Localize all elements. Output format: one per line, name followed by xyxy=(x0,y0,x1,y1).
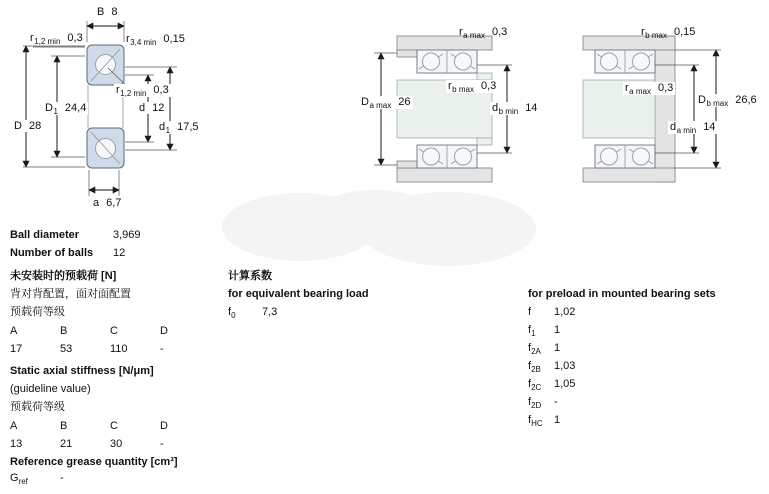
table-header-cell: D xyxy=(160,325,168,337)
table-value-cell: 17 xyxy=(10,343,23,355)
factor-row-sym: $f_{2C}$ xyxy=(528,378,542,392)
factor-row-val: - xyxy=(554,396,558,408)
dim-db-min: $d_{b min}$ 14 xyxy=(492,102,538,116)
dim-Da-max: $D_{a max}$ 26 xyxy=(361,96,411,110)
preload-arrangement-note: 背对背配置，面对面配置 xyxy=(10,288,131,300)
factor-row-val: 7,3 xyxy=(262,306,278,318)
dim-d: d 12 xyxy=(139,102,165,114)
dim-rb-max-right-drawing: $r_{b max}$ 0,15 xyxy=(641,26,696,40)
table-header-cell: B xyxy=(60,420,68,432)
factor-row-sym: $f_{2A}$ xyxy=(528,342,541,356)
table-value-cell: - xyxy=(160,343,164,355)
table-value-cell: 30 xyxy=(110,438,123,450)
factor-row-val: 1,02 xyxy=(554,306,576,318)
table-value-cell: 53 xyxy=(60,343,73,355)
dim-D: D 28 xyxy=(14,120,42,132)
factor-row-val: 1 xyxy=(554,324,561,336)
watermark-icon xyxy=(222,190,536,266)
dim-r12-min-side: $r_{1,2 min}$ 0,3 xyxy=(116,84,169,98)
section-title-preload-unmounted: 未安装时的预载荷 [N] xyxy=(10,270,117,282)
table-header-cell: A xyxy=(10,325,18,337)
dim-B: B 8 xyxy=(97,6,118,18)
mounting-dimensions-drawing-right xyxy=(583,36,721,182)
dim-Db-max: $D_{b max}$ 26,6 xyxy=(698,94,757,108)
section-title-grease: Reference grease quantity [cm³] xyxy=(10,456,178,468)
dim-D1: $D_1$ 24,4 xyxy=(45,102,87,116)
factor-row-sym: $f_0$ xyxy=(228,306,236,320)
factor-row-val: 1,05 xyxy=(554,378,576,390)
table-header-cell: C xyxy=(110,325,118,337)
table-value-cell: 13 xyxy=(10,438,23,450)
section-title-stiffness: Static axial stiffness [N/μm] xyxy=(10,365,154,377)
subtitle-preload-mounted-sets: for preload in mounted bearing sets xyxy=(528,288,716,300)
dim-a: a 6,7 xyxy=(93,197,122,209)
factor-row-sym: $f_1$ xyxy=(528,324,536,338)
stiffness-guideline-note: (guideline value) xyxy=(10,383,91,395)
dim-rb-max-left-drawing: $r_{b max}$ 0,3 xyxy=(448,80,497,94)
spec-ball-diameter-label: Ball diameter xyxy=(10,229,80,241)
section-title-calc-factors: 计算系数 xyxy=(228,270,272,282)
stiffness-class-label: 预载荷等级 xyxy=(10,401,65,413)
grease-ref-symbol: $G_{ref}$ xyxy=(10,472,28,486)
spec-number-of-balls-value: 12 xyxy=(113,247,126,259)
spec-number-of-balls-label: Number of balls xyxy=(10,247,94,259)
table-header-cell: D xyxy=(160,420,168,432)
dim-da-min: $d_{a min}$ 14 xyxy=(670,121,716,135)
dim-ra-max-left-drawing: $r_{a max}$ 0,3 xyxy=(459,26,508,40)
dim-r34-min: $r_{3,4 min}$ 0,15 xyxy=(126,33,185,47)
table-value-cell: 21 xyxy=(60,438,73,450)
table-header-cell: C xyxy=(110,420,118,432)
dim-d1: $d_1$ 17,5 xyxy=(159,121,199,135)
dim-ra-max-right-drawing: $r_{a max}$ 0,3 xyxy=(625,82,674,96)
table-value-cell: - xyxy=(160,438,164,450)
spec-ball-diameter-value: 3,969 xyxy=(113,229,141,241)
table-header-cell: A xyxy=(10,420,18,432)
factor-row-val: 1,03 xyxy=(554,360,576,372)
factor-row-val: 1 xyxy=(554,342,561,354)
subtitle-equivalent-load: for equivalent bearing load xyxy=(228,288,369,300)
factor-row-sym: $f_{HC}$ xyxy=(528,414,543,428)
table-value-cell: 110 xyxy=(110,343,128,355)
factor-row-sym: $f_{2B}$ xyxy=(528,360,541,374)
table-header-cell: B xyxy=(60,325,68,337)
factor-row-val: 1 xyxy=(554,414,561,426)
dim-r12-min-top: $r_{1,2 min}$ 0,3 xyxy=(30,32,83,46)
factor-row-sym: $f_{2D}$ xyxy=(528,396,542,410)
grease-ref-value: - xyxy=(60,472,64,484)
factor-row-sym: f xyxy=(528,306,532,318)
preload-class-label: 预载荷等级 xyxy=(10,306,65,318)
